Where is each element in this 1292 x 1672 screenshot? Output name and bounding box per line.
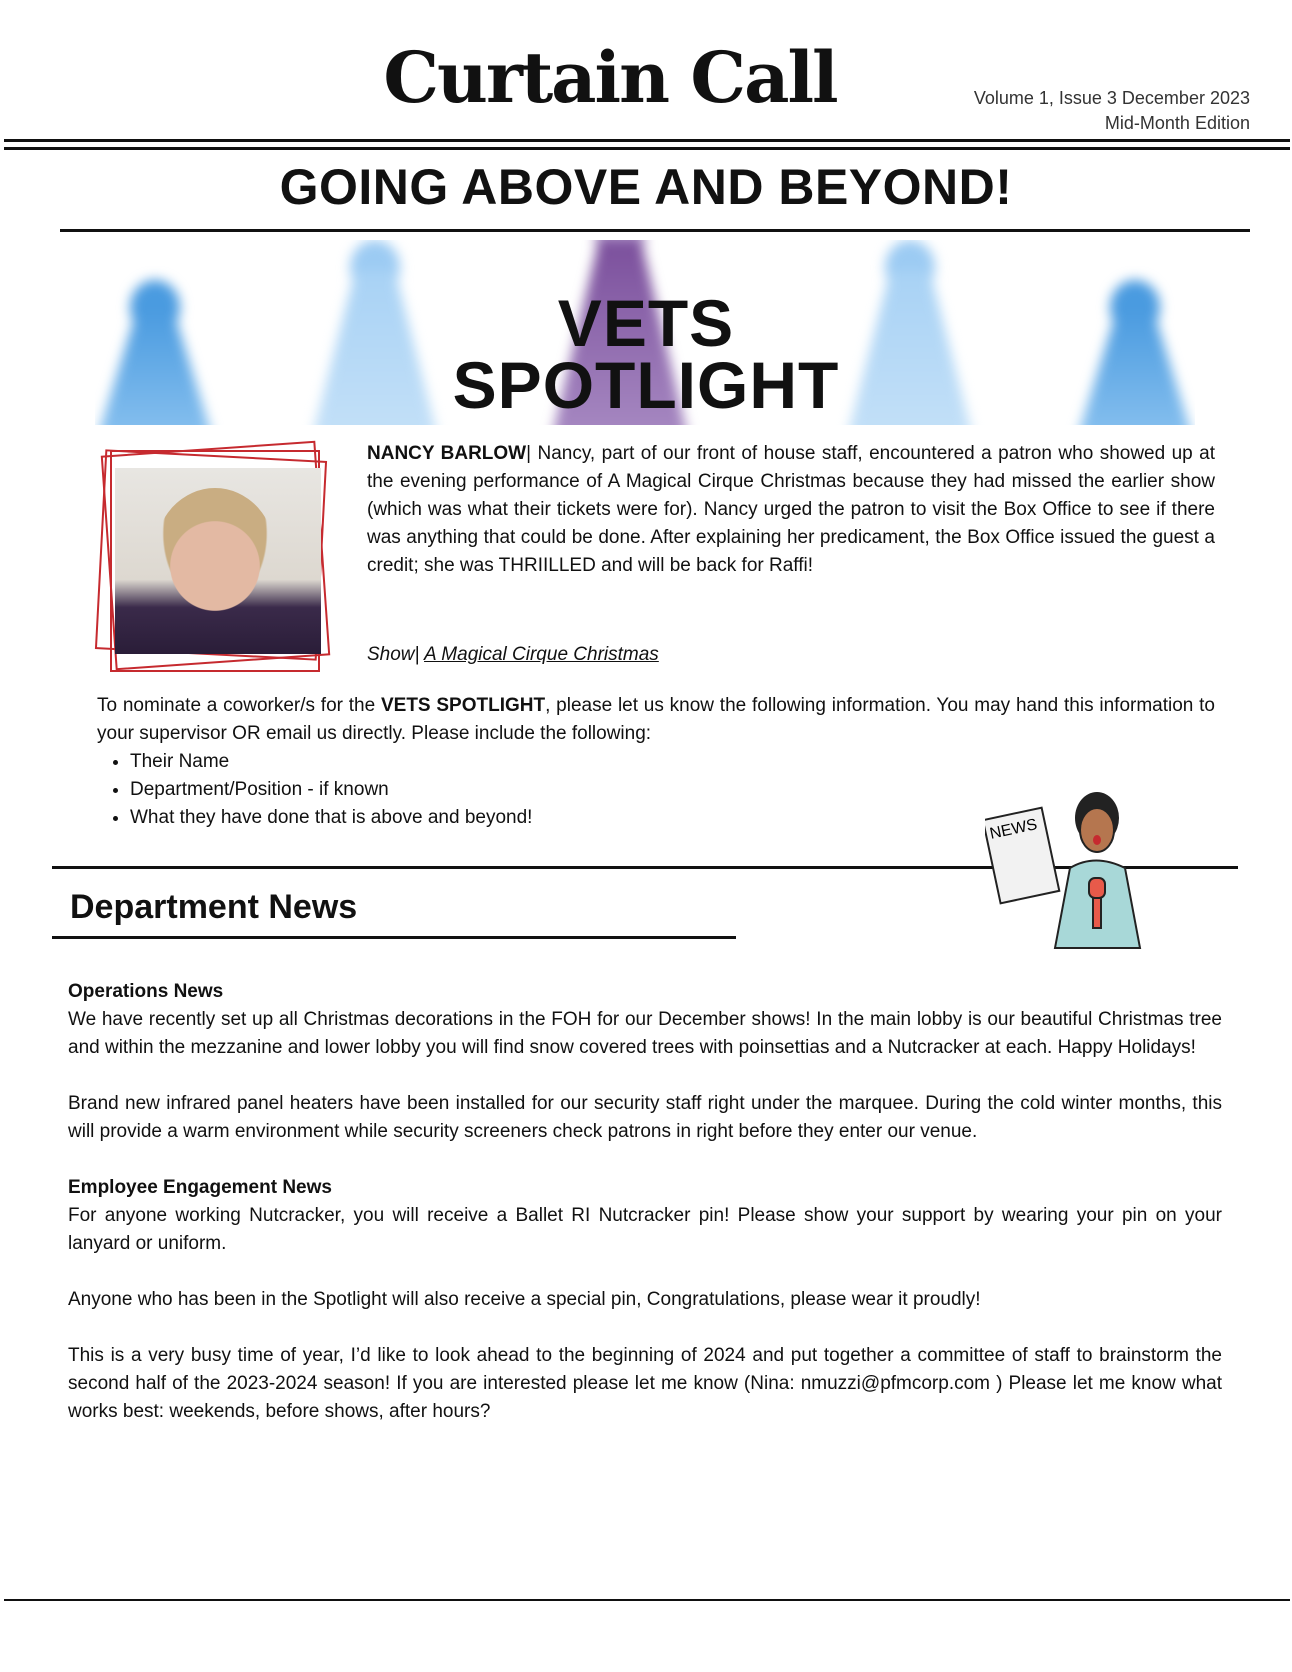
issue-info bbox=[974, 86, 1250, 136]
department-news-title: Department News bbox=[70, 888, 358, 926]
spotlight-title-line2: SPOTLIGHT bbox=[452, 348, 840, 422]
department-news-body bbox=[68, 978, 1222, 1426]
masthead-title: Curtain Call bbox=[383, 36, 837, 119]
bio-text: Nancy, part of our front of house staff, encountered a patron who showed up at the evening performance of A Magical Cirque Christmas because they had missed the earlier show (which was what their tickets were for). Nancy urged the patron to visit the Box Office to see if there was anything that could be done. After explaining her predicament, the Box Office issued the guest a credit; she was THRIILLED and will be back for Raffi! bbox=[367, 443, 1215, 576]
nominate-paragraph bbox=[97, 692, 1215, 748]
paragraph: Anyone who has been in the Spotlight will also receive a special pin, Congratulations, please wear it proudly! bbox=[68, 1289, 981, 1310]
show-label: Show bbox=[367, 644, 415, 665]
nominate-intro: To nominate a coworker/s for the bbox=[97, 695, 381, 716]
paragraph: Brand new infrared panel heaters have been installed for our security staff right under the marquee. During the cold winter months, this will provide a warm environment while security screeners check patrons in right before they enter our venue. bbox=[68, 1093, 1222, 1142]
masthead-rule-bottom bbox=[4, 147, 1290, 150]
section-title: Operations News bbox=[68, 981, 224, 1002]
spotlight-bio bbox=[367, 440, 1215, 580]
list-item: • What they have done that is above and beyond! bbox=[130, 804, 1215, 832]
department-news-rule bbox=[52, 936, 736, 939]
separator: | bbox=[414, 644, 425, 665]
news-label: NEWS bbox=[988, 816, 1039, 843]
nominate-bold: VETS SPOTLIGHT bbox=[380, 695, 546, 716]
paragraph: For anyone working Nutcracker, you will receive a Ballet RI Nutcracker pin! Please show your support by wearing your pin on your lanyard or uniform. bbox=[68, 1205, 1222, 1254]
show-line bbox=[367, 644, 659, 666]
list-item: • Department/Position - if known bbox=[130, 776, 1215, 804]
portrait-photo bbox=[115, 468, 321, 654]
masthead-rule-top bbox=[4, 139, 1290, 142]
spotlight-title bbox=[0, 286, 1292, 422]
honoree-name: NANCY BARLOW bbox=[367, 443, 527, 464]
headline-rule bbox=[60, 229, 1250, 232]
show-name-link[interactable]: A Magical Cirque Christmas bbox=[424, 644, 659, 665]
volume-issue: Volume 1, Issue 3 December 2023 bbox=[973, 88, 1250, 108]
headline: GOING ABOVE AND BEYOND! bbox=[279, 159, 1013, 215]
spotlight-title-line1: VETS bbox=[557, 286, 735, 360]
news-reporter-illustration bbox=[985, 788, 1170, 958]
section-title: Employee Engagement News bbox=[68, 1177, 332, 1198]
paragraph: This is a very busy time of year, I’d like to look ahead to the beginning of 2024 and put together a committee of staff to brainstorm the second half of the 2023-2024 season! If you are interested please let me know (Nina: nmuzzi@pfmcorp.com ) Please let me know what works best: weekends, before shows, after hours? bbox=[68, 1345, 1222, 1422]
edition: Mid-Month Edition bbox=[1104, 113, 1250, 133]
paragraph: We have recently set up all Christmas decorations in the FOH for our December shows! In the main lobby is our beautiful Christmas tree and within the mezzanine and lower lobby you will find snow covered trees with poinsettias and a Nutcracker at each. Happy Holidays! bbox=[68, 1009, 1222, 1058]
nominate-rest: , please let us know the following information. You may hand this information to your supervisor OR email us directly. Please include the following: bbox=[97, 695, 1215, 744]
list-item: • Their Name bbox=[130, 748, 1215, 776]
separator: | bbox=[526, 443, 532, 464]
footer-rule bbox=[4, 1599, 1290, 1601]
